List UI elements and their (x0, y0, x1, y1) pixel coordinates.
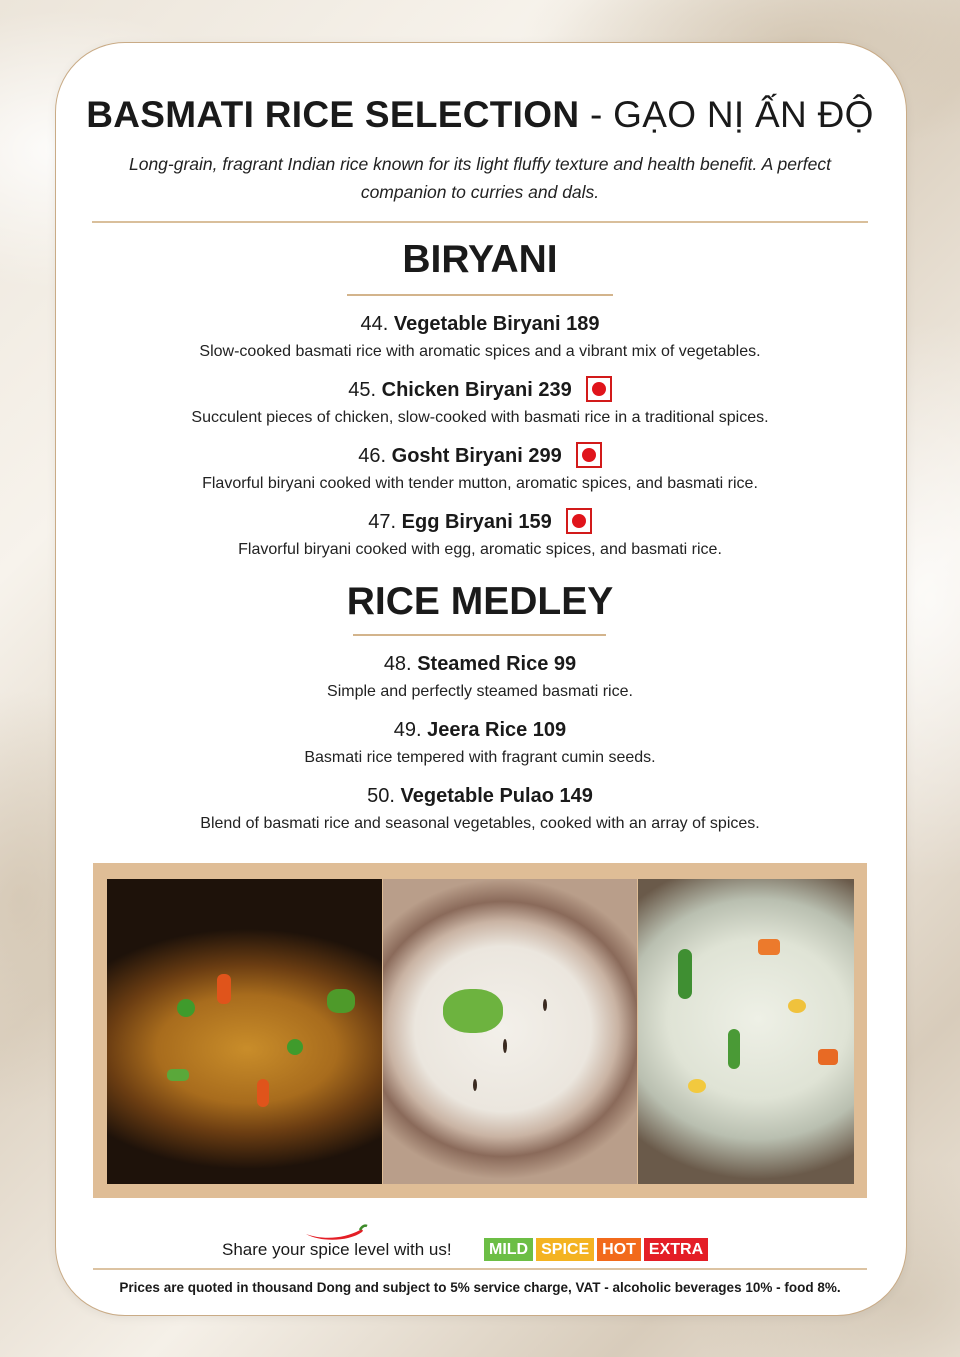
intro-line-1: Long-grain, fragrant Indian rice known for its light fluffy texture and health benefit. A perfect (128, 154, 832, 174)
jeera-rice-photo (383, 879, 637, 1184)
menu-item-45-description: Succulent pieces of chicken, slow-cooked with basmati rice in a traditional spices. (191, 409, 769, 426)
page-title (0, 94, 960, 136)
menu-item-47-title (0, 508, 960, 536)
section-title-biryani: BIRYANI (402, 238, 558, 281)
non-veg-icon (566, 508, 592, 534)
spice-level-bar (484, 1238, 711, 1261)
food-photo-strip (93, 863, 867, 1198)
intro-line-2: companion to curries and dals. (360, 182, 600, 202)
item-name-price: Egg Biryani 159 (401, 511, 552, 533)
menu-item-45-title (0, 376, 960, 404)
menu-item-49-description: Basmati rice tempered with fragrant cumin seeds. (304, 749, 656, 766)
spice-level-mild: MILD (484, 1238, 533, 1261)
menu-item-48-description: Simple and perfectly steamed basmati rice. (327, 683, 633, 700)
item-name-price: Chicken Biryani 239 (381, 379, 572, 401)
item-name-price: Steamed Rice 99 (417, 653, 577, 675)
item-number: 44. (360, 313, 389, 335)
spice-prompt: Share your spice level with us! (222, 1240, 452, 1259)
footer-divider (93, 1268, 867, 1270)
spice-level-extra: EXTRA (644, 1238, 708, 1261)
vegetable-pulao-photo (638, 879, 854, 1184)
title-vietnamese: - GẠO NỊ ẤN ĐỘ (579, 94, 874, 135)
item-number: 47. (368, 511, 397, 533)
section-divider-rice-medley (353, 634, 606, 636)
menu-item-49-title (0, 716, 960, 744)
item-name-price: Jeera Rice 109 (427, 719, 567, 741)
spice-level-hot: HOT (597, 1238, 641, 1261)
spice-level-spice: SPICE (536, 1238, 594, 1261)
menu-item-47-description: Flavorful biryani cooked with egg, aromatic spices, and basmati rice. (238, 541, 722, 558)
spice-level-legend (0, 1238, 960, 1264)
header-divider (92, 221, 868, 223)
menu-item-50-description: Blend of basmati rice and seasonal vegetables, cooked with an array of spices. (200, 815, 760, 832)
intro-text (0, 150, 960, 206)
item-name-price: Vegetable Biryani 189 (393, 313, 600, 335)
item-number: 46. (358, 445, 387, 467)
menu-item-44-title (0, 310, 960, 338)
title-main: BASMATI RICE SELECTION (86, 94, 580, 135)
section-divider-biryani (347, 294, 613, 296)
menu-item-48-title (0, 650, 960, 678)
menu-item-46-title (0, 442, 960, 470)
item-name-price: Vegetable Pulao 149 (400, 785, 593, 807)
menu-item-50-title (0, 782, 960, 810)
non-veg-icon (586, 376, 612, 402)
item-number: 45. (348, 379, 377, 401)
section-title-rice-medley: RICE MEDLEY (346, 580, 614, 623)
non-veg-icon (576, 442, 602, 468)
menu-item-46-description: Flavorful biryani cooked with tender mutton, aromatic spices, and basmati rice. (202, 475, 758, 492)
biryani-photo (107, 879, 382, 1184)
item-number: 48. (383, 653, 412, 675)
item-name-price: Gosht Biryani 299 (391, 445, 562, 467)
item-number: 50. (367, 785, 395, 807)
item-number: 49. (393, 719, 422, 741)
menu-item-44-description: Slow-cooked basmati rice with aromatic spices and a vibrant mix of vegetables. (199, 343, 761, 360)
price-notice: Prices are quoted in thousand Dong and subject to 5% service charge, VAT - alcoholic beverages 10% - food 8%. (119, 1280, 841, 1295)
